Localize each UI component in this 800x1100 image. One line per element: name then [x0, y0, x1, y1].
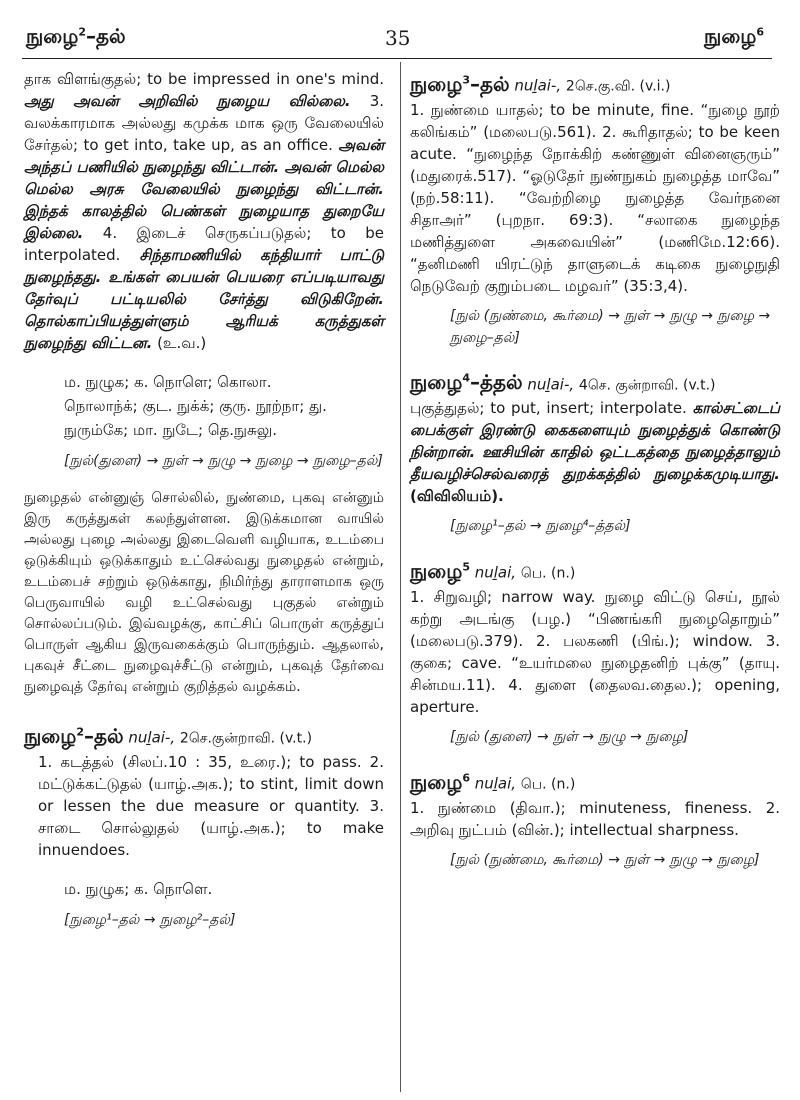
example-2: அவன் அந்தப் பணியில் நுழைந்து விட்டான். அவன் மெல்ல மெல்ல அரசு வேலையில் நுழைந்து விட்டான். இந்தக் காலத்தில் பெண்கள் நுழையாத துறையே இல்லை.	[24, 136, 384, 242]
entry-2-body: 1. கடத்தல் (சிலப்.10 : 35, உரை.); to pass. 2. மட்டுக்கட்டுதல் (யாழ்.அக.); to stint, limit down or lessen the due measure or quantity. 3. சாடை சொல்லுதல் (யாழ்.அக.); to make innuendoes.	[38, 752, 384, 859]
running-head-left: நுழை$^2$–தல்	[26, 24, 126, 48]
example-3-source: (உ.வ.)	[157, 334, 207, 352]
etymology-2: [நுழை¹–தல் → நுழை²–தல்]	[64, 911, 236, 928]
entry-2-headword: நுழை$^2$–தல்	[24, 723, 124, 748]
entry-3-grammar: 2செ.கு.வி. (v.i.)	[565, 78, 671, 95]
entry-5-heading	[410, 555, 780, 586]
entry-4-body	[410, 397, 780, 507]
entry-4-headword: நுழை$^4$–த்தல்	[410, 370, 523, 395]
cognates-line-1: ம. நுழுக; க. நொளெ; கொலா.	[64, 373, 272, 391]
running-head-right: நுழை$^6$	[704, 24, 764, 48]
cognates-line-2: நொலாந்க்; குட. நுக்க்; குரு. நூற்நா; து.	[64, 397, 327, 415]
entry-5-grammar: பெ. (n.)	[520, 565, 576, 582]
column-divider	[400, 62, 401, 1092]
etymology-3: [நுல் (நுண்மை, கூர்மை) → நுள் → நுழு → நுழை → நுழை–தல்]	[450, 307, 771, 346]
example-3: சிந்தாமணியில் கந்தியார் பாட்டு நுழைந்தது. உங்கள் பையன் பெயரை எப்படியாவது தேர்வுப் பட்டியலில் சேர்த்து விடுகிறேன். தொல்காப்பியத்துள்ளும் ஆரியக் கருத்துகள் நுழைந்து விட்டன.	[24, 246, 384, 352]
entry-4-heading	[410, 367, 780, 398]
entry-3-body: 1. நுண்மை யாதல்; to be minute, fine. “நுழை நூற் கலிங்கம்” (மலைபடு.561). 2. கூரிதாதல்; to be keen acute. “நுழைந்த நோக்கிற் கண்ணுள் வினைஞரும்” (மதுரைக்.517). “ஓடுதேர் நுண்நுகம் நுழைத்த மாவே” (நற்.58:11). “வேற்றிழை நுழைத்த வேர்நனை சிதாஅர்” (புறநா. 69:3). “சலாகை நுழைந்த மணித்துளை அகவையின்” (மணிமே.12:66). “தனிமணி யிரட்டுந் தாளுடைக் கடிகை நுழைநுதி நெடுவேற் குறும்படை மழவர்” (35:3,4).	[410, 100, 780, 295]
header-rule	[22, 58, 772, 59]
entry-4-grammar: 4செ. குன்றாவி. (v.t.)	[578, 377, 716, 394]
entry-5-romanization: nuḻai,	[474, 563, 517, 582]
entry-6-romanization: nuḻai,	[474, 774, 517, 793]
page-header	[0, 0, 800, 56]
entry-4-source: (விவிலியம்).	[410, 487, 504, 506]
sense-3: 3. வலக்காரமாக அல்லது கமுக்க மாக ஒரு வேலையில் சேர்தல்; to get into, take up, as an office.	[24, 92, 384, 154]
entry-3-romanization: nuḻai-,	[514, 76, 562, 95]
entry-2-grammar: 2செ.குன்றாவி. (v.t.)	[179, 730, 313, 747]
entry-continuation	[24, 68, 384, 354]
example-1: அது அவன் அறிவில் நுழைய வில்லை.	[24, 92, 351, 110]
entry-6-grammar: பெ. (n.)	[520, 776, 576, 793]
entry-6-body: 1. நுண்மை (திவா.); minuteness, fineness. 2. அறிவு நுட்பம் (வின்.); intellectual sharpness.	[410, 798, 780, 839]
sense-4: 4. இடைச் செருகப்படுதல்; to be interpolated.	[24, 224, 384, 264]
continuation-text: தாக விளங்குதல்; to be impressed in one's mind.	[24, 70, 384, 88]
entry-6-heading	[410, 766, 780, 797]
entry-3-headword: நுழை$^3$–தல்	[410, 71, 510, 96]
entry-4-definition: புகுத்துதல்; to put, insert; interpolate.	[410, 399, 687, 418]
left-column	[24, 68, 384, 931]
entry-2-romanization: nuḻai-,	[128, 728, 176, 747]
entry-3-heading	[410, 68, 780, 99]
entry-2-heading	[24, 720, 384, 751]
right-column	[410, 68, 780, 871]
cognates-line-3: நுரும்கே; மா. நுடே; தெ.நுசுலு.	[64, 421, 278, 439]
usage-note: நுழைதல் என்னுஞ் சொல்லில், நுண்மை, புகவு என்னும் இரு கருத்துகள் கலந்துள்ளன. இடுக்கமான வாயில் அல்லது புழை அல்லது இடைவெளி வழியாக, உடம்பை ஒடுக்கியும் ஒடுக்காதும் உட்செல்வது நுழைதல் என்றும், உடம்பைச் சற்றும் ஒடுக்காது, நிமிர்ந்து தாராளமாக ஒரு பெருவாயில் வழி உட்செல்வது புகுதல் என்றும் சொல்லப்படும். இவ்வழக்கு, காட்சிப் பொருள் கருத்துப் பொருள் ஆகிய இருவகைக்கும் பொருந்தும். ஆதலால், புகவுச் சீட்டை நுழைவுச்சீட்டு என்றும், புகவுத் தேர்வை நுழைவுத் தேர்வு என்றும் குறித்தல் வழக்கம்.	[24, 490, 384, 695]
entry-5-headword: நுழை$^5$	[410, 558, 470, 583]
entry-4-romanization: nuḻai-,	[527, 375, 575, 394]
entry-4-example: கால்சட்டைப் பைக்குள் இரண்டு கைகளையும் நுழைத்துக் கொண்டு நின்றான். ஊசியின் காதில் ஒட்டகத்தை நுழைத்தாலும் தீயவழிச்செல்வரைத் துறக்கத்தில் நுழைக்கமுடியாது.	[410, 399, 780, 484]
etymology-5: [நுல் (துளை) → நுள் → நுழு → நுழை]	[450, 728, 689, 745]
etymology-1: [நுல்(துளை) → நுள் → நுழு → நுழை → நுழை–தல்]	[64, 453, 383, 469]
etymology-6: [நுல் (நுண்மை, கூர்மை) → நுள் → நுழு → நுழை]	[450, 851, 760, 868]
page-number: 35	[385, 26, 411, 50]
entry-6-headword: நுழை$^6$	[410, 769, 470, 794]
cognates-2: ம. நுழுக; க. நொளெ.	[64, 879, 213, 898]
etymology-4: [நுழை¹–தல் → நுழை⁴–த்தல்]	[450, 518, 631, 535]
entry-5-body: 1. சிறுவழி; narrow way. நுழை விட்டு செய், நூல் கற்று அடங்கு (பழ.) “பிணங்கரி நுழைதொறும்” (மலைபடு.379). 2. பலகணி (பிங்.); window. 3. குகை; cave. “உயர்மலை நுழைதனிற் புக்கு” (தாயு. சின்மய.11). 4. துளை (தைலவ.தைல.); opening, aperture.	[410, 587, 780, 716]
